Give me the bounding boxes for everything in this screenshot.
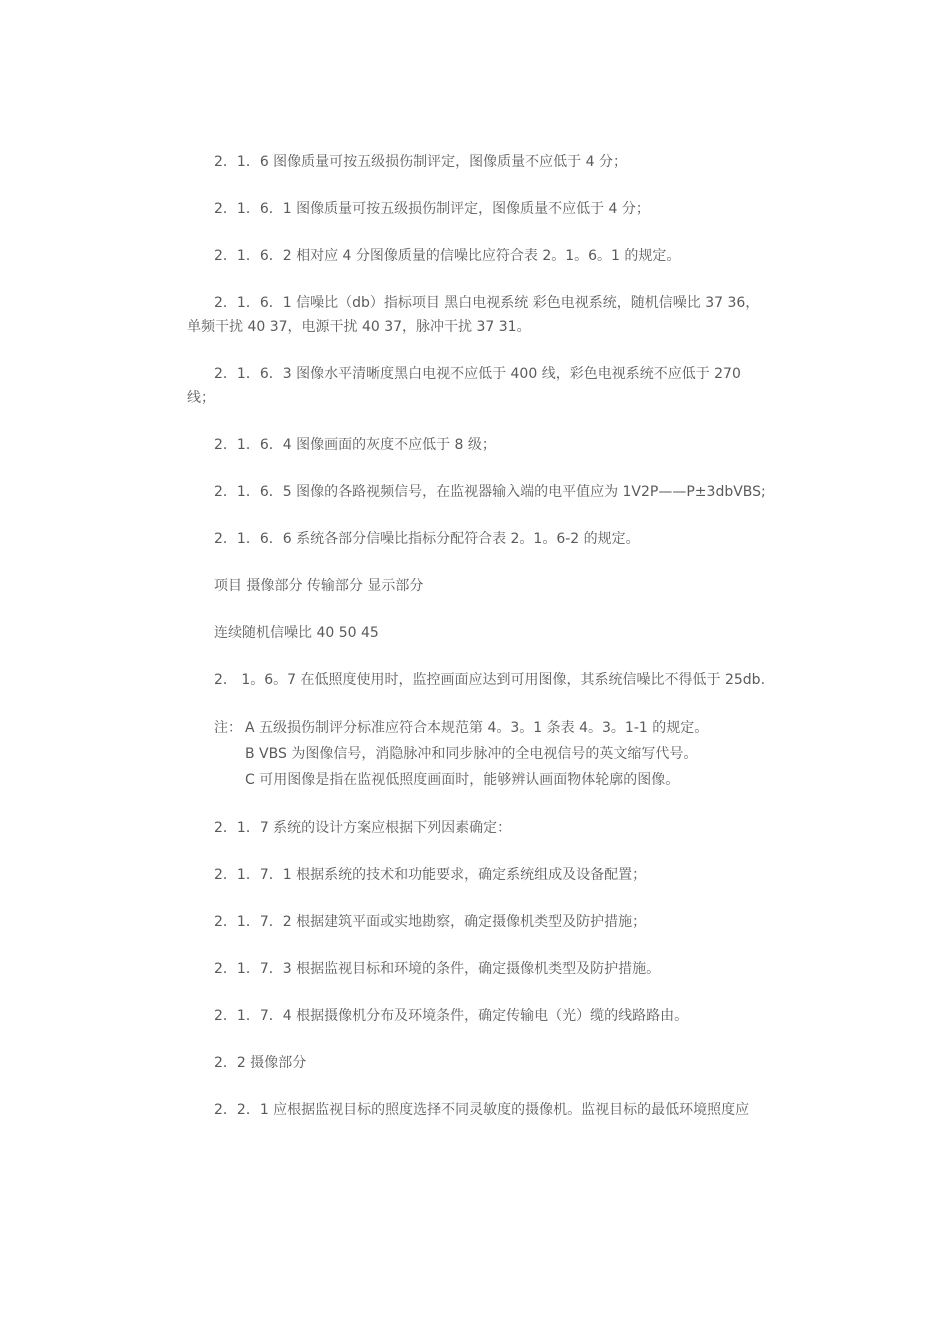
paragraph-2-2-1: 2．2．1 应根据监视目标的照度选择不同灵敏度的摄像机。监视目标的最低环境照度应	[214, 1102, 750, 1118]
note-line-a	[187, 715, 767, 741]
paragraph-2-1-7: 2．1．7 系统的设计方案应根据下列因素确定：	[214, 820, 512, 836]
note-block	[187, 715, 767, 793]
paragraph-2-1-6-3: 2．1．6．3 图像水平清晰度黑白电视不应低于 400 线，彩色电视系统不应低于 270 线；	[187, 366, 741, 406]
section-heading-2-2: 2．2 摄像部分	[214, 1055, 307, 1071]
paragraph-2-1-6-1: 2．1．6．1 图像质量可按五级损伤制评定，图像质量不应低于 4 分；	[214, 201, 650, 217]
paragraph-2-1-6-4: 2．1．6．4 图像画面的灰度不应低于 8 级；	[214, 437, 496, 453]
note-line-c: C 可用图像是指在监视低照度画面时，能够辨认画面物体轮廓的图像。	[245, 772, 680, 788]
paragraph-2-1-6-5: 2．1．6．5 图像的各路视频信号，在监视器输入端的电平值应为 1V2P——P±3dbVBS;	[214, 484, 766, 500]
paragraph-2-1-6-7: 2． 1。6。7 在低照度使用时，监控画面应达到可用图像，其系统信噪比不得低于 25db.	[214, 672, 766, 688]
paragraph-2-1-6: 2．1．6 图像质量可按五级损伤制评定，图像质量不应低于 4 分；	[214, 154, 627, 170]
note-text-a: A 五级损伤制评分标准应符合本规范第 4。3。1 条表 4。3。1-1 的规定。	[245, 720, 709, 736]
paragraph-2-1-6-2: 2．1．6．2 相对应 4 分图像质量的信噪比应符合表 2。1。6。1 的规定。	[214, 248, 681, 264]
document-body	[187, 150, 767, 1122]
paragraph-2-1-7-1: 2．1．7．1 根据系统的技术和功能要求，确定系统组成及设备配置；	[214, 867, 647, 883]
note-label: 注：	[214, 720, 242, 736]
paragraph-snr-table-1: 2．1．6．1 信噪比（db）指标项目 黑白电视系统 彩色电视系统，随机信噪比 37 36，单频干扰 40 37，电源干扰 40 37，脉冲干扰 37 31。	[187, 295, 760, 335]
paragraph-2-1-7-2: 2．1．7．2 根据建筑平面或实地勘察，确定摄像机类型及防护措施；	[214, 914, 647, 930]
note-line-b: B VBS 为图像信号，消隐脉冲和同步脉冲的全电视信号的英文缩写代号。	[245, 746, 698, 762]
paragraph-2-1-7-3: 2．1．7．3 根据监视目标和环境的条件，确定摄像机类型及防护措施。	[214, 961, 661, 977]
paragraph-2-1-6-6: 2．1．6．6 系统各部分信噪比指标分配符合表 2。1。6-2 的规定。	[214, 531, 640, 547]
paragraph-2-1-7-4: 2．1．7．4 根据摄像机分布及环境条件，确定传输电（光）缆的线路路由。	[214, 1008, 689, 1024]
table-data-row: 连续随机信噪比 40 50 45	[214, 625, 379, 641]
table-header-row: 项目 摄像部分 传输部分 显示部分	[214, 578, 424, 594]
